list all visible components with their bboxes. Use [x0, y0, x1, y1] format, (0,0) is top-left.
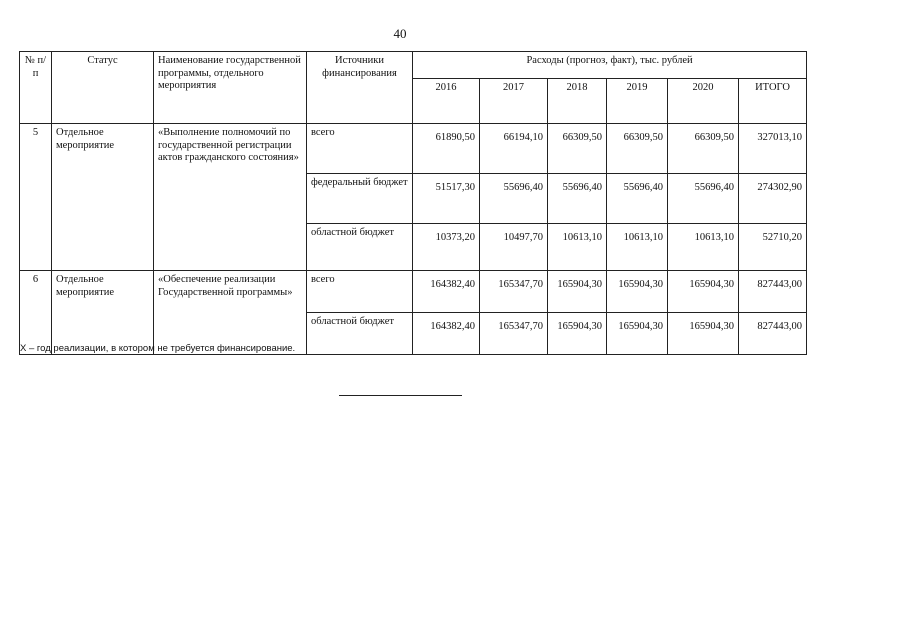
value-cell: 55696,40	[668, 174, 739, 224]
row-source: областной бюджет	[307, 313, 413, 355]
row-source: всего	[307, 124, 413, 174]
header-row	[20, 52, 807, 79]
row-name: «Обеспечение реализации Государственной программы»	[154, 271, 307, 355]
value-cell: 10613,10	[548, 224, 607, 271]
value-cell: 61890,50	[413, 124, 480, 174]
total-cell: 827443,00	[739, 313, 807, 355]
header-name: Наименование государственной программы, отдельного мероприятия	[154, 52, 307, 124]
value-cell: 165904,30	[607, 271, 668, 313]
value-cell: 51517,30	[413, 174, 480, 224]
header-year: 2020	[668, 79, 739, 124]
value-cell: 10613,10	[668, 224, 739, 271]
header-num: № п/п	[20, 52, 52, 124]
header-total: ИТОГО	[739, 79, 807, 124]
value-cell: 165904,30	[668, 271, 739, 313]
table-row	[20, 271, 807, 313]
header-status: Статус	[52, 52, 154, 124]
value-cell: 55696,40	[480, 174, 548, 224]
value-cell: 66309,50	[548, 124, 607, 174]
value-cell: 55696,40	[548, 174, 607, 224]
header-year: 2019	[607, 79, 668, 124]
value-cell: 165904,30	[607, 313, 668, 355]
row-num: 5	[20, 124, 52, 271]
header-expenses: Расходы (прогноз, факт), тыс. рублей	[413, 52, 807, 79]
row-num: 6	[20, 271, 52, 355]
total-cell: 327013,10	[739, 124, 807, 174]
value-cell: 165904,30	[548, 271, 607, 313]
row-source: всего	[307, 271, 413, 313]
value-cell: 165347,70	[480, 271, 548, 313]
budget-table	[19, 51, 807, 355]
page-number: 40	[393, 26, 407, 41]
header-year: 2018	[548, 79, 607, 124]
header-year: 2017	[480, 79, 548, 124]
value-cell: 165904,30	[548, 313, 607, 355]
value-cell: 66309,50	[668, 124, 739, 174]
value-cell: 10373,20	[413, 224, 480, 271]
row-status: Отдельное мероприятие	[52, 124, 154, 271]
total-cell: 274302,90	[739, 174, 807, 224]
header-year: 2016	[413, 79, 480, 124]
row-status: Отдельное мероприятие	[52, 271, 154, 355]
value-cell: 164382,40	[413, 313, 480, 355]
header-source: Источники финансирования	[307, 52, 413, 124]
row-name: «Выполнение полномочий по государственной регистрации актов гражданского состояния»	[154, 124, 307, 271]
value-cell: 66194,10	[480, 124, 548, 174]
value-cell: 66309,50	[607, 124, 668, 174]
end-divider	[339, 395, 462, 396]
value-cell: 55696,40	[607, 174, 668, 224]
row-source: федеральный бюджет	[307, 174, 413, 224]
total-cell: 827443,00	[739, 271, 807, 313]
value-cell: 165347,70	[480, 313, 548, 355]
value-cell: 10497,70	[480, 224, 548, 271]
row-source: областной бюджет	[307, 224, 413, 271]
footnote: Х – год реализации, в котором не требуется финансирование.	[20, 343, 296, 354]
table-row	[20, 124, 807, 174]
total-cell: 52710,20	[739, 224, 807, 271]
value-cell: 164382,40	[413, 271, 480, 313]
value-cell: 10613,10	[607, 224, 668, 271]
value-cell: 165904,30	[668, 313, 739, 355]
